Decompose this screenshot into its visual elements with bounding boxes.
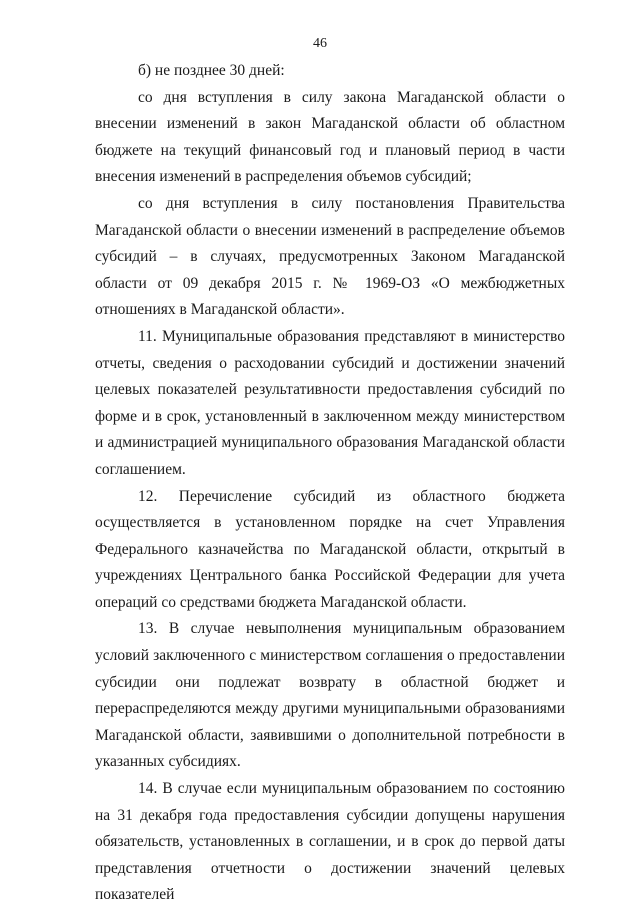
paragraph-item-13: 13. В случае невыполнения муниципальным образованием условий заключенного с министерством соглашения о предоставлении субсидии они подлежат возврату в областной бюджет и перераспределяются между другими муниципальными образованиями Магаданской области, заявившими о дополнительной потребности в указанных субсидиях. <box>95 620 565 771</box>
paragraph-item-12: 12. Перечисление субсидий из областного бюджета осуществляется в установленном порядке на счет Управления Федерального казначейства по Магаданской области, открытый в учреждениях Центрального банка Российской Федерации для учета операций со средствами бюджета Магаданской области. <box>95 487 565 611</box>
paragraph-item-14: 14. В случае если муниципальным образованием по состоянию на 31 декабря года предоставления субсидии допущены нарушения обязательств, установленных в соглашении, и в срок до первой даты представления отчетности о достижении значений целевых показателей <box>95 780 565 904</box>
paragraph-item-11: 11. Муниципальные образования представляют в министерство отчеты, сведения о расходовании субсидий и достижении значений целевых показателей результативности предоставления субсидий по форме и в срок, установленный в заключенном между министерством и администрацией муниципального образования Магаданской области соглашением. <box>95 327 565 478</box>
paragraph-subpoint-b: б) не позднее 30 дней: <box>138 62 285 79</box>
page-number: 46 <box>313 36 327 51</box>
document-body <box>95 58 565 909</box>
paragraph-law-amendment: со дня вступления в силу закона Магаданской области о внесении изменений в закон Магаданской области об областном бюджете на текущий финансовый год и плановый период в части внесения изменений в распределения объемов субсидий; <box>95 88 565 186</box>
paragraph-government-resolution: со дня вступления в силу постановления Правительства Магаданской области о внесении изменений в распределение объемов субсидий – в случаях, предусмотренных Законом Магаданской области от 09 декабря 2015 г. № 1969-ОЗ «О межбюджетных отношениях в Магаданской области». <box>95 194 565 319</box>
